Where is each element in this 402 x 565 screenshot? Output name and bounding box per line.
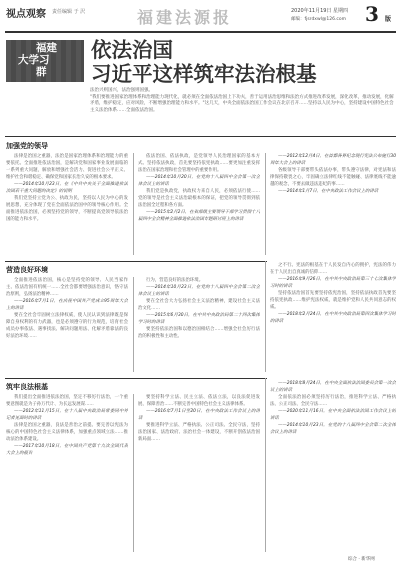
badge-line-3: 群 [36,66,47,78]
column-divider [265,378,266,552]
source-line: ——2015年2月2日，在省部级主要领导干部学习贯彻十八届四中全会精神全面推进依法治国专题研讨班上的讲话 [138,210,260,222]
source-line: ——2014年10月23日，在《中共中央关于全面推进依法治国若干重大问题的决定》的说明 [6,182,128,194]
section-heading: 筑牢良法根基 [6,383,48,391]
section-heading: 营造良好环境 [6,266,48,274]
paragraph: 我们党是执政党，执政权力来自人民，必须依法行使……党的领导是社会主义法治最根本的保证，把党的领导贯彻到依法治国全过程和各方面。 [138,189,260,208]
source-line: ——2012年12月4日，在首都各界纪念现行宪法公布施行30周年大会上的讲话 [270,154,396,166]
article-headline [91,38,396,86]
paragraph: 要推进科学立法、严格执法、公正司法、全民守法，坚持法治国家、法治政府、法治社会一体建设，不断开创依法治国新局面…… [138,423,260,442]
paragraph: 全面依法治国必须坚持厉行法治，推进科学立法、严格执法、公正司法、全民守法…… [270,395,396,407]
source-line: ——2016年7月1日，在庆祝中国共产党成立95周年大会上的讲话 [6,299,128,311]
source-line: ——2020年11月16日，在中央全面依法治国工作会议上的讲话 [270,409,396,421]
source-line: ——2016年7月1日至20日，在中央政法工作会议上的讲话 [138,409,260,421]
paragraph: 法律是治国之重器，良法是善治之前提。要完善以宪法为核心的中国特色社会主义法律体系，加强重点领域立法……推动法治体系建设。 [6,423,128,442]
paragraph: 法律是治国之重器，法治是国家治理体系和治理能力的重要依托。全面推进依法治国，是解决党和国家事业发展面临的一系列重大问题，解放和增强社会活力、促进社会公平正义、维护社会和谐稳定、确保党和国家长治久安的根本要求。 [6,154,128,180]
paragraph: 要在全社会大力弘扬社会主义法治精神，建设社会主义法治文化…… [138,299,260,311]
paragraph: 我们提出全面推进依法治国，坚定不移厉行法治，一个重要意图就是为子孙万代计、为长远发展谋…… [6,395,128,407]
column-3-mid [270,262,396,372]
paragraph: 各级领导干部要带头依法办事，带头遵守法律，对宪法和法律保持敬畏之心，牢固确立法律红线不能触碰、法律底线不能逾越的观念，不要去做违法违纪的事…… [270,168,396,187]
page-number: 3 [365,2,379,26]
source-line: ——2018年2月24日，在中共中央政治局第四次集体学习时的讲话 [270,312,396,324]
source-line: ——2012年11月15日，在十八届中央政治局常委同中外记者见面时的讲话 [6,409,128,421]
source-line: ——2014年1月7日，在中央政法工作会议上的讲话 [278,189,379,194]
badge-line-1: 福建 [36,42,57,54]
section-editor: 责任编辑 于 沢 [52,9,86,15]
source-line: ——2014年10月20日，在党的十八届四中全会第一次全体会议上的讲话 [138,175,260,187]
paragraph: 要在全社会牢固树立法律权威，使人民认识到法律既是保障自身权利的有力武器，也是必须遵守的行为规范，培育社会成员办事依法、遇事找法、解决问题用法、化解矛盾靠法的良好法治环境…… [6,313,128,339]
header-rule [5,31,396,33]
paragraph: 之不行。宪法的根基在于人民发自内心的拥护，宪法的伟力在于人民出自真诚的信仰…… [270,263,396,275]
source-line: ——2018年8月24日，在中央全面依法治国委员会第一次会议上的讲话 [270,381,396,393]
page-header [0,0,402,34]
column-2-top [138,153,260,255]
column-1-mid [6,277,128,372]
paragraph: 我们党坚持立党为公、执政为民，坚持以人民为中心的发展思想，充分体现了党在全面依法治国中的领导核心作用。全面推进依法治国，必须坚持党的领导，不断提高党领导依法治国的能力和水平。 [6,196,128,222]
section-rule [5,136,396,137]
headline-line-1: 依法治国 [91,38,173,62]
section-heading: 加强党的领导 [6,142,48,150]
intro-paragraph: "我们要推进国家治理体系和治理能力现代化，就必须在全面依法治国上下功夫，善于运用法治思维和法治方式推进改革发展，深化改革，推动发展，化解矛盾，维护稳定，应对风险，不断增强治理能力和水平。"这几天，中央全面依法治国工作会议在北京召开……坚持以人民为中心，坚持建设中国特色社会主义法治体系……全面依法治国。 [90,94,394,113]
column-divider [133,277,134,372]
column-1-bottom [6,394,128,552]
column-2-mid [138,277,260,372]
source-line: ——2017年10月18日，在中国共产党第十九次全国代表大会上的报告 [6,444,128,456]
column-3-bottom [270,380,396,552]
section-title: 视点观察 [6,9,46,20]
badge-line-2: 大学习 [18,54,50,66]
paragraph: 要坚持科学立法、民主立法、依法立法，以良法促进发展、保障善治……不断完善中国特色社会主义法律体系。 [138,395,260,407]
column-divider [133,394,134,552]
section-rule [5,261,267,262]
column-3-top [270,153,396,255]
source-line: ——2015年6月30日，在中共中央政治局第二十四次集体学习时的讲话 [138,313,260,325]
paragraph: 行为，营造良好的法治环境。 [146,278,204,283]
paragraph: 要坚持依法治国和以德治国相结合……增强全社会厉行法治的积极性和主动性。 [138,327,260,339]
masthead: 福建法源报 [137,8,233,27]
column-badge [6,40,84,82]
source-line: ——2014年10月23日，在党的十八届四中全会第二次全体会议上的讲话 [270,423,396,435]
paragraph: 全面推进依法治国，核心是坚持党的领导、人民当家作主、依法治国有机统一……全社会都要增强法治意识，恪守法治原则，弘扬法治精神…… [6,278,128,297]
column-divider [265,153,266,255]
column-1-top [6,153,128,255]
column-divider [265,261,266,372]
page-label: 版 [385,16,392,23]
source-line: ——2016年9月26日，在中共中央政治局第三十七次集体学习时的讲话 [270,277,396,289]
column-2-bottom [138,394,260,552]
article-signature: 综合 · 新华网 [348,557,375,562]
section-rule [5,378,267,379]
intro-paragraph: 法治兴则国兴，法治强则国强。 [90,88,153,93]
paragraph: 坚持依法治国首先要坚持依宪治国，坚持依法执政首先要坚持依宪执政……维护宪法权威，就是维护党和人民共同意志的权威。 [270,291,396,310]
editor-email: 邮编：fjsrdxwl@126.com [291,17,347,22]
headline-line-2: 习近平这样筑牢法治根基 [91,62,317,86]
issue-date: 2020年11月19日 星期四 [291,8,349,14]
paragraph: 依法治国、依法执政，是党领导人民治理国家的基本方式。坚持依法执政，首先要坚持依宪执政……要更加注重发挥法治在国家治理和社会管理中的重要作用。 [138,154,260,173]
column-divider [133,153,134,255]
source-line: ——2014年10月23日，在党的十八届四中全会第二次全体会议上的讲话 [138,285,260,297]
article-intro [90,88,395,114]
